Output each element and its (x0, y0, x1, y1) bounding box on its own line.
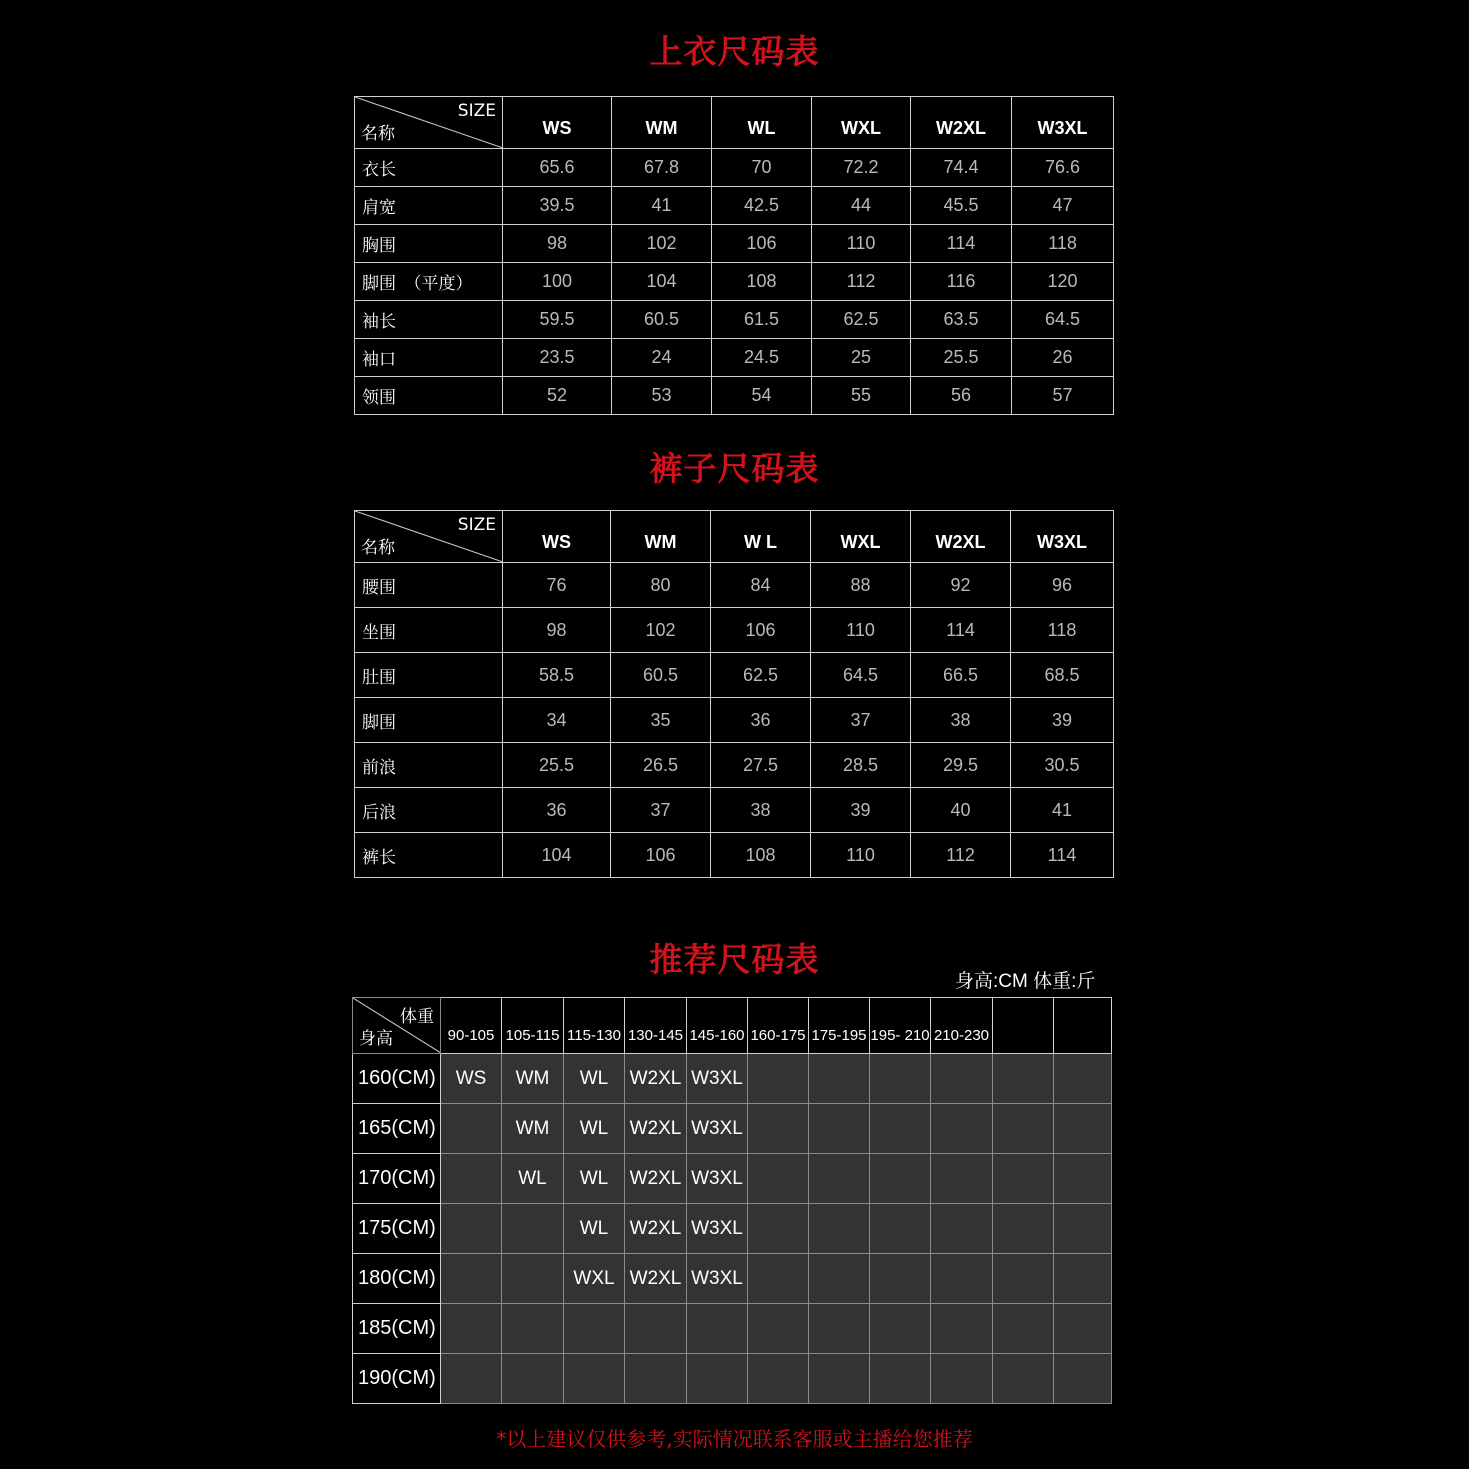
table-row (355, 225, 1114, 263)
weight-range-header: 130-145 (625, 998, 687, 1054)
weight-range-header: 145-160 (687, 998, 748, 1054)
recommended-size (441, 1104, 502, 1154)
measure-value: 102 (611, 608, 711, 653)
corner-top-label: SIZE (457, 515, 496, 535)
table-row (353, 1104, 1112, 1154)
recommended-size (441, 1354, 502, 1404)
table-row (355, 833, 1114, 878)
measure-value: 66.5 (911, 653, 1011, 698)
recommended-size (870, 1304, 931, 1354)
measure-value: 92 (911, 563, 1011, 608)
recommended-size (809, 1254, 870, 1304)
units-label: 身高:CM 体重:斤 (955, 971, 1096, 992)
weight-range-header (1054, 998, 1112, 1054)
measure-value: 64.5 (1012, 301, 1114, 339)
measure-value: 102 (612, 225, 712, 263)
measure-value: 98 (503, 608, 611, 653)
recommended-size: W3XL (687, 1104, 748, 1154)
measure-value: 39.5 (503, 187, 612, 225)
table-row (353, 1254, 1112, 1304)
recommended-size: W3XL (687, 1204, 748, 1254)
measure-name: 胸围 (355, 225, 503, 263)
table-row (353, 1154, 1112, 1204)
measure-value: 120 (1012, 263, 1114, 301)
measure-value: 62.5 (812, 301, 911, 339)
measure-value: 35 (611, 698, 711, 743)
measure-value: 29.5 (911, 743, 1011, 788)
height-label: 165(CM) (353, 1104, 441, 1154)
measure-value: 76.6 (1012, 149, 1114, 187)
size-header: WXL (811, 511, 911, 563)
measure-value: 26 (1012, 339, 1114, 377)
measure-value: 24 (612, 339, 712, 377)
recommended-size (993, 1304, 1054, 1354)
weight-range-header: 175-195 (809, 998, 870, 1054)
size-header: W2XL (911, 97, 1012, 149)
recommended-size (502, 1204, 564, 1254)
table-row (355, 263, 1114, 301)
recommended-size (870, 1354, 931, 1404)
measure-value: 60.5 (611, 653, 711, 698)
measure-value: 110 (811, 833, 911, 878)
recommended-size: W2XL (625, 1254, 687, 1304)
measure-value: 37 (811, 698, 911, 743)
weight-range-header: 105-115 (502, 998, 564, 1054)
recommended-size: WM (502, 1104, 564, 1154)
measure-value: 27.5 (711, 743, 811, 788)
measure-value: 106 (611, 833, 711, 878)
recommended-size (748, 1054, 809, 1104)
measure-value: 30.5 (1011, 743, 1114, 788)
height-label: 185(CM) (353, 1304, 441, 1354)
table-row (355, 788, 1114, 833)
header-row (353, 998, 1112, 1054)
table-row (355, 743, 1114, 788)
measure-value: 84 (711, 563, 811, 608)
recommended-size (748, 1354, 809, 1404)
measure-name: 袖长 (355, 301, 503, 339)
weight-range-header: 90-105 (441, 998, 502, 1054)
measure-value: 44 (812, 187, 911, 225)
measure-value: 25.5 (911, 339, 1012, 377)
table-row (355, 339, 1114, 377)
size-header: WM (612, 97, 712, 149)
table-row (355, 698, 1114, 743)
recommended-size: W2XL (625, 1154, 687, 1204)
pants-size-table (354, 510, 1114, 878)
height-label: 190(CM) (353, 1354, 441, 1404)
recommended-size (748, 1104, 809, 1154)
size-header: WS (503, 97, 612, 149)
measure-name: 领围 (355, 377, 503, 415)
weight-range-header: 115-130 (564, 998, 625, 1054)
recommended-size (931, 1354, 993, 1404)
recommended-size (931, 1204, 993, 1254)
measure-value: 114 (911, 608, 1011, 653)
recommended-size (993, 1204, 1054, 1254)
header-row (355, 97, 1114, 149)
measure-value: 26.5 (611, 743, 711, 788)
size-header: W L (711, 511, 811, 563)
measure-name: 肚围 (355, 653, 503, 698)
measure-value: 56 (911, 377, 1012, 415)
measure-value: 72.2 (812, 149, 911, 187)
size-header: W2XL (911, 511, 1011, 563)
recommended-size: W2XL (625, 1204, 687, 1254)
measure-value: 108 (712, 263, 812, 301)
measure-value: 39 (811, 788, 911, 833)
measure-value: 118 (1011, 608, 1114, 653)
weight-range-header (993, 998, 1054, 1054)
measure-value: 116 (911, 263, 1012, 301)
measure-value: 24.5 (712, 339, 812, 377)
measure-value: 65.6 (503, 149, 612, 187)
measure-value: 42.5 (712, 187, 812, 225)
recommended-size (993, 1354, 1054, 1404)
measure-value: 118 (1012, 225, 1114, 263)
measure-name: 腰围 (355, 563, 503, 608)
recommended-size (1054, 1104, 1112, 1154)
recommended-size (564, 1304, 625, 1354)
recommended-size (502, 1354, 564, 1404)
measure-value: 59.5 (503, 301, 612, 339)
size-header: WM (611, 511, 711, 563)
recommended-size (441, 1304, 502, 1354)
recommended-size (993, 1254, 1054, 1304)
measure-name: 脚围 （平度） (355, 263, 503, 301)
measure-value: 38 (711, 788, 811, 833)
recommended-size: W3XL (687, 1254, 748, 1304)
size-header: W3XL (1012, 97, 1114, 149)
corner-header (353, 998, 441, 1053)
recommended-size (993, 1154, 1054, 1204)
measure-value: 100 (503, 263, 612, 301)
table-row (353, 1304, 1112, 1354)
recommended-size (809, 1304, 870, 1354)
measure-value: 76 (503, 563, 611, 608)
recommended-size (931, 1254, 993, 1304)
measure-value: 25 (812, 339, 911, 377)
measure-value: 112 (812, 263, 911, 301)
recommended-size (441, 1254, 502, 1304)
measure-value: 52 (503, 377, 612, 415)
recommended-size (441, 1154, 502, 1204)
measure-name: 肩宽 (355, 187, 503, 225)
measure-name: 前浪 (355, 743, 503, 788)
recommended-size: WS (441, 1054, 502, 1104)
recommend-title: 推荐尺码表 (649, 940, 820, 979)
measure-value: 58.5 (503, 653, 611, 698)
recommended-size (502, 1304, 564, 1354)
recommended-size (809, 1154, 870, 1204)
measure-value: 114 (911, 225, 1012, 263)
table-row (355, 377, 1114, 415)
corner-top-label: 体重 (400, 1007, 434, 1026)
pants-title: 裤子尺码表 (649, 449, 820, 488)
measure-value: 37 (611, 788, 711, 833)
recommended-size (931, 1054, 993, 1104)
recommended-size: WL (564, 1154, 625, 1204)
measure-value: 67.8 (612, 149, 712, 187)
recommended-size: WL (564, 1204, 625, 1254)
measure-value: 63.5 (911, 301, 1012, 339)
corner-header (355, 511, 503, 562)
weight-range-header: 210-230 (931, 998, 993, 1054)
table-row (355, 653, 1114, 698)
size-header: WS (503, 511, 611, 563)
recommended-size (1054, 1154, 1112, 1204)
recommended-size (870, 1104, 931, 1154)
weight-range-header: 195- 210 (870, 998, 931, 1054)
recommended-size (625, 1304, 687, 1354)
recommended-size (931, 1104, 993, 1154)
recommended-size (993, 1104, 1054, 1154)
recommended-size (625, 1354, 687, 1404)
recommended-size (441, 1204, 502, 1254)
table-row (355, 608, 1114, 653)
recommended-size (687, 1354, 748, 1404)
recommended-size (809, 1054, 870, 1104)
recommended-size (809, 1204, 870, 1254)
measure-value: 88 (811, 563, 911, 608)
recommended-size (870, 1154, 931, 1204)
measure-value: 110 (812, 225, 911, 263)
measure-value: 114 (1011, 833, 1114, 878)
recommended-size (748, 1304, 809, 1354)
recommended-size (687, 1304, 748, 1354)
size-header: W3XL (1011, 511, 1114, 563)
measure-value: 68.5 (1011, 653, 1114, 698)
measure-name: 裤长 (355, 833, 503, 878)
measure-value: 55 (812, 377, 911, 415)
measure-value: 108 (711, 833, 811, 878)
recommended-size (870, 1254, 931, 1304)
measure-value: 45.5 (911, 187, 1012, 225)
measure-value: 74.4 (911, 149, 1012, 187)
recommended-size (1054, 1354, 1112, 1404)
recommended-size: WL (564, 1104, 625, 1154)
measure-value: 25.5 (503, 743, 611, 788)
measure-value: 110 (811, 608, 911, 653)
recommended-size (993, 1054, 1054, 1104)
size-header: WXL (812, 97, 911, 149)
height-label: 180(CM) (353, 1254, 441, 1304)
measure-value: 47 (1012, 187, 1114, 225)
measure-name: 后浪 (355, 788, 503, 833)
height-label: 170(CM) (353, 1154, 441, 1204)
recommended-size: WXL (564, 1254, 625, 1304)
table-row (355, 149, 1114, 187)
measure-value: 62.5 (711, 653, 811, 698)
recommended-size: WM (502, 1054, 564, 1104)
measure-value: 38 (911, 698, 1011, 743)
measure-value: 41 (1011, 788, 1114, 833)
measure-value: 54 (712, 377, 812, 415)
measure-value: 41 (612, 187, 712, 225)
recommended-size (748, 1254, 809, 1304)
measure-value: 106 (711, 608, 811, 653)
measure-name: 衣长 (355, 149, 503, 187)
measure-value: 36 (503, 788, 611, 833)
measure-value: 104 (612, 263, 712, 301)
measure-value: 57 (1012, 377, 1114, 415)
measure-name: 坐围 (355, 608, 503, 653)
measure-value: 40 (911, 788, 1011, 833)
recommended-size: W3XL (687, 1054, 748, 1104)
recommended-size: W3XL (687, 1154, 748, 1204)
recommended-size: WL (502, 1154, 564, 1204)
footnote: *以上建议仅供参考,实际情况联系客服或主播给您推荐 (496, 1427, 973, 1451)
measure-value: 104 (503, 833, 611, 878)
measure-value: 106 (712, 225, 812, 263)
height-label: 175(CM) (353, 1204, 441, 1254)
measure-value: 80 (611, 563, 711, 608)
recommended-size (748, 1204, 809, 1254)
measure-value: 64.5 (811, 653, 911, 698)
measure-value: 70 (712, 149, 812, 187)
recommended-size: W2XL (625, 1054, 687, 1104)
tops-title: 上衣尺码表 (649, 32, 820, 71)
recommended-size (870, 1054, 931, 1104)
measure-value: 28.5 (811, 743, 911, 788)
corner-bottom-label: 名称 (361, 124, 395, 144)
measure-value: 98 (503, 225, 612, 263)
weight-range-header: 160-175 (748, 998, 809, 1054)
measure-value: 112 (911, 833, 1011, 878)
size-header: WL (712, 97, 812, 149)
measure-value: 60.5 (612, 301, 712, 339)
table-row (353, 1054, 1112, 1104)
recommended-size (931, 1154, 993, 1204)
recommended-size (502, 1254, 564, 1304)
table-row (355, 187, 1114, 225)
measure-value: 53 (612, 377, 712, 415)
measure-value: 61.5 (712, 301, 812, 339)
corner-bottom-label: 名称 (361, 538, 395, 558)
corner-header (355, 97, 503, 148)
recommended-size (1054, 1254, 1112, 1304)
recommended-size (1054, 1054, 1112, 1104)
header-row (355, 511, 1114, 563)
recommended-size (870, 1204, 931, 1254)
table-row (355, 301, 1114, 339)
measure-value: 34 (503, 698, 611, 743)
recommend-size-table (352, 997, 1112, 1404)
table-row (353, 1204, 1112, 1254)
measure-value: 23.5 (503, 339, 612, 377)
measure-value: 39 (1011, 698, 1114, 743)
measure-value: 96 (1011, 563, 1114, 608)
table-row (355, 563, 1114, 608)
measure-value: 36 (711, 698, 811, 743)
recommended-size (1054, 1204, 1112, 1254)
recommended-size (931, 1304, 993, 1354)
measure-name: 脚围 (355, 698, 503, 743)
recommended-size (748, 1154, 809, 1204)
height-label: 160(CM) (353, 1054, 441, 1104)
recommended-size (564, 1354, 625, 1404)
recommended-size (809, 1354, 870, 1404)
corner-bottom-label: 身高 (359, 1029, 393, 1048)
corner-top-label: SIZE (457, 101, 496, 121)
measure-name: 袖口 (355, 339, 503, 377)
recommended-size (809, 1104, 870, 1154)
recommended-size: W2XL (625, 1104, 687, 1154)
tops-size-table (354, 96, 1114, 415)
recommended-size: WL (564, 1054, 625, 1104)
recommended-size (1054, 1304, 1112, 1354)
table-row (353, 1354, 1112, 1404)
